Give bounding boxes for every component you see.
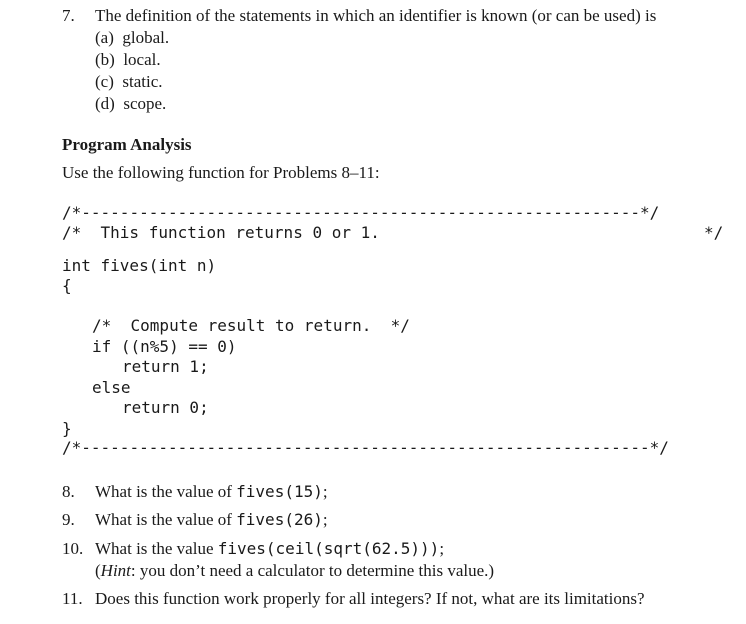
q7-option-b: (b) local. [95,50,161,69]
code-if-line: if ((n%5) == 0) [92,337,237,356]
q10-code: fives(ceil(sqrt(62.5))) [217,539,440,558]
q10-number: 10. [62,539,84,558]
q8-prefix: What is the value of [95,482,237,501]
q10-suffix: ; [439,539,445,558]
q9-text [95,509,328,531]
code-return-1: return 1; [122,357,209,376]
code-signature: int fives(int n) [62,256,217,275]
q10-hint [95,560,494,582]
code-return-0: return 0; [122,398,209,417]
code-border-bottom [62,438,669,458]
q8-code: fives(15) [236,482,323,501]
code-open-brace: { [62,276,72,295]
q7-option-c: (c) static. [95,72,163,91]
q9-prefix: What is the value of [95,510,237,529]
code-inner-comment: /* Compute result to return. */ [92,316,410,335]
code-border-bottom-right: */ [649,438,669,457]
q9-number: 9. [62,510,75,529]
section-intro: Use the following function for Problems 8–11: [62,163,380,182]
code-border-top-right: */ [639,203,660,222]
q7-option-a: (a) global. [95,28,170,47]
q7-text: The definition of the statements in which an identifier is known (or can be used) is [95,6,657,25]
code-border-top [62,203,659,223]
q9-code: fives(26) [236,510,323,529]
code-comment-line: /* This function returns 0 or 1. [62,223,380,242]
q7-option-d: (d) scope. [95,94,167,113]
code-border-bottom-dashes: ---------------------------------------------------------- [90,438,650,457]
q8-suffix: ; [322,482,328,501]
q10-prefix: What is the value [95,539,218,558]
q10-text [95,538,444,560]
q11-text: Does this function work properly for all integers? If not, what are its limitations? [95,589,645,608]
q7-number: 7. [62,6,75,25]
code-comment-line-end: */ [704,223,724,242]
code-border-bottom-left: /*- [62,438,91,457]
code-border-top-left: /*- [62,203,91,222]
q11-number: 11. [62,589,83,608]
code-else-line: else [92,378,131,397]
section-heading: Program Analysis [62,135,192,154]
q10-hint-text: : you don’t need a calculator to determine this value.) [130,561,495,580]
code-border-top-dashes: --------------------------------------------------------- [90,203,640,222]
q10-hint-open: ( [95,561,101,580]
q10-hint-label: Hint [100,561,131,580]
code-close-brace: } [62,419,72,438]
q8-number: 8. [62,482,75,501]
q8-text [95,481,328,503]
q9-suffix: ; [322,510,328,529]
